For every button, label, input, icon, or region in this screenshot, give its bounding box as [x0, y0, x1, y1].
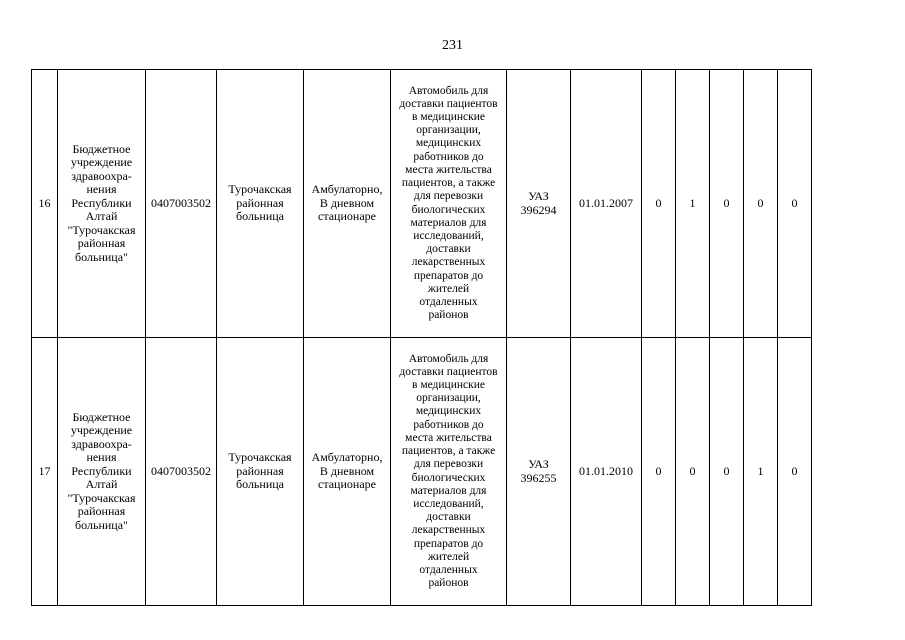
value-cell-3: 0	[710, 70, 744, 338]
row-number-cell: 17	[32, 338, 58, 606]
care-conditions-cell: Амбулаторно, В дневном стационаре	[304, 338, 391, 606]
value-cell-1: 0	[642, 338, 676, 606]
purpose-cell: Автомобиль для доставки пациентов в медицинские организации, медицинских работников до места жительства пациентов, а также для перевозки биологических материалов для исследований, доставки лекарственных препаратов до жителей отдаленных районов	[391, 70, 507, 338]
code-cell: 0407003502	[146, 70, 217, 338]
page-number: 231	[442, 38, 463, 53]
table-row	[32, 338, 812, 606]
vehicle-cell: УАЗ 396255	[507, 338, 571, 606]
value-cell-1: 0	[642, 70, 676, 338]
value-cell-5: 0	[778, 338, 812, 606]
value-cell-4: 1	[744, 338, 778, 606]
row-number-cell: 16	[32, 70, 58, 338]
code-cell: 0407003502	[146, 338, 217, 606]
organization-cell: Бюджетное учреждение здравоохра- нения Республики Алтай "Турочакская районная больница"	[58, 70, 146, 338]
value-cell-4: 0	[744, 70, 778, 338]
value-cell-5: 0	[778, 70, 812, 338]
care-conditions-cell: Амбулаторно, В дневном стационаре	[304, 70, 391, 338]
value-cell-3: 0	[710, 338, 744, 606]
table-row	[32, 70, 812, 338]
vehicle-table	[31, 69, 812, 606]
date-cell: 01.01.2007	[571, 70, 642, 338]
facility-cell: Турочакская районная больница	[217, 70, 304, 338]
value-cell-2: 0	[676, 338, 710, 606]
date-cell: 01.01.2010	[571, 338, 642, 606]
vehicle-cell: УАЗ 396294	[507, 70, 571, 338]
purpose-cell: Автомобиль для доставки пациентов в медицинские организации, медицинских работников до места жительства пациентов, а также для перевозки биологических материалов для исследований, доставки лекарственных препаратов до жителей отдаленных районов	[391, 338, 507, 606]
value-cell-2: 1	[676, 70, 710, 338]
organization-cell: Бюджетное учреждение здравоохра- нения Республики Алтай "Турочакская районная больница"	[58, 338, 146, 606]
facility-cell: Турочакская районная больница	[217, 338, 304, 606]
